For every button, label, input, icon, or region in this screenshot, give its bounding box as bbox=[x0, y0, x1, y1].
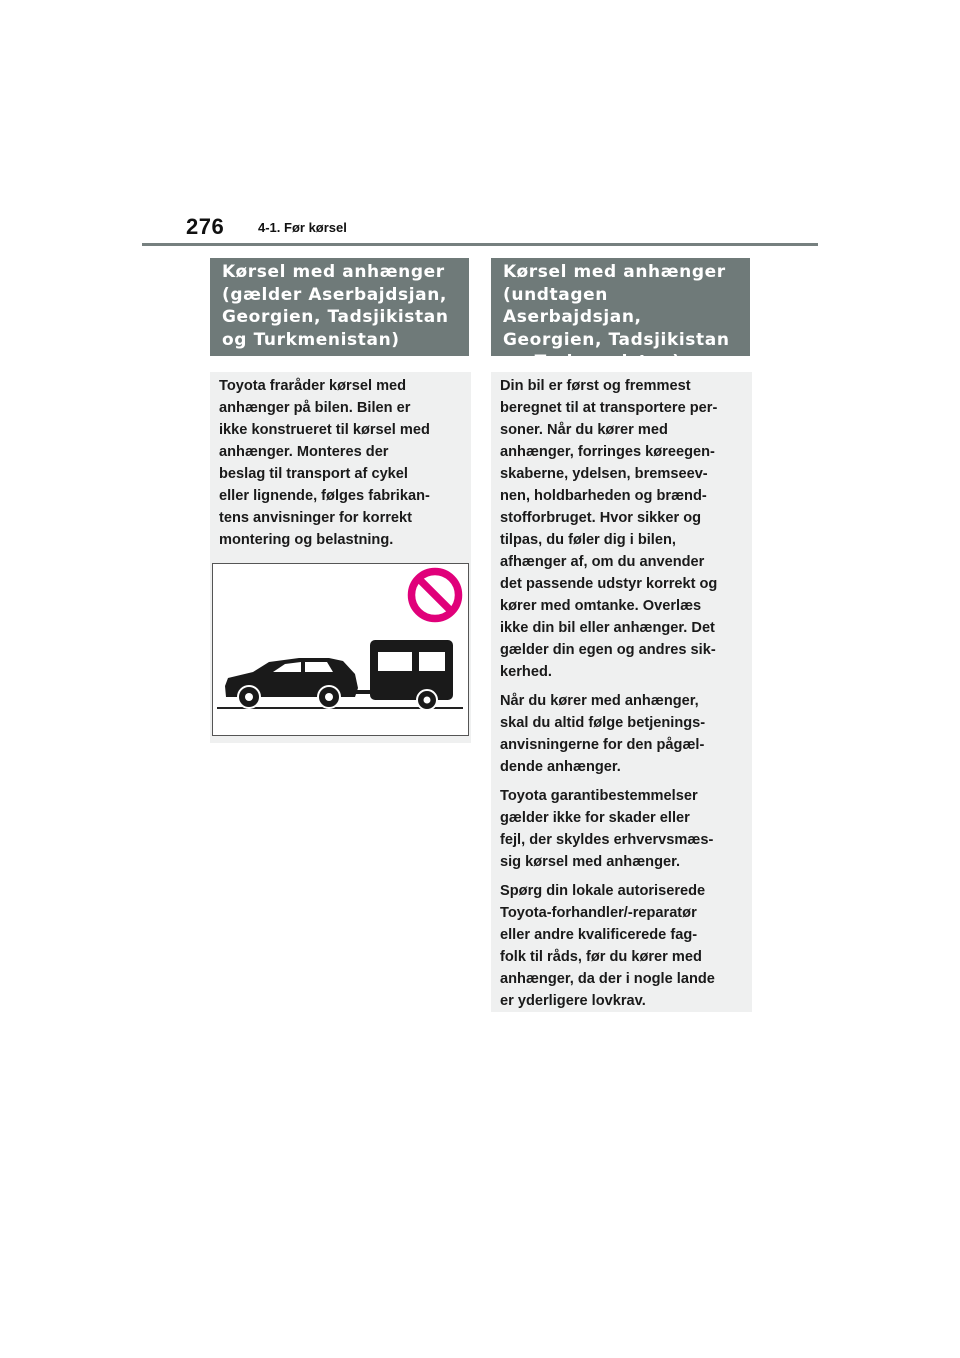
text-line: ikke din bil eller anhænger. Det bbox=[500, 620, 715, 636]
heading-line: Kørsel med anhænger bbox=[222, 262, 445, 282]
heading-line: og Turkmenistan) bbox=[222, 329, 400, 350]
text-line: anhænger. Monteres der bbox=[219, 444, 389, 460]
heading-line: (undtagen Aserbajdsjan, bbox=[503, 284, 642, 327]
text-line: skaberne, ydelsen, bremseev- bbox=[500, 466, 708, 482]
text-line: fejl, der skyldes erhvervsmæs- bbox=[500, 832, 714, 848]
heading-line: Kørsel med anhænger bbox=[503, 262, 726, 282]
text-line: eller andre kvalificerede fag- bbox=[500, 927, 698, 943]
right-heading bbox=[491, 258, 750, 372]
text-line: afhænger af, om du anvender bbox=[500, 554, 705, 570]
body-paragraph bbox=[500, 375, 744, 683]
text-line: Toyota-forhandler/-reparatør bbox=[500, 905, 697, 921]
heading-line: og Turkmenistan) bbox=[503, 352, 681, 372]
text-line: skal du altid følge betjenings- bbox=[500, 715, 706, 731]
text-line: sig kørsel med anhænger. bbox=[500, 854, 681, 870]
text-line: ikke konstrueret til kørsel med bbox=[219, 422, 430, 438]
text-line: dende anhænger. bbox=[500, 759, 621, 775]
right-content-box bbox=[491, 372, 752, 1012]
text-line: anhænger, forringes køreegen- bbox=[500, 444, 715, 460]
heading-line: Georgien, Tadsjikistan bbox=[503, 329, 730, 350]
text-line: gælder din egen og andres sik- bbox=[500, 642, 716, 658]
text-line: anvisningerne for den pågæl- bbox=[500, 737, 705, 753]
heading-line: (gælder Aserbajdsjan, bbox=[222, 284, 447, 305]
text-line: Toyota fraråder kørsel med bbox=[219, 378, 407, 394]
body-paragraph bbox=[500, 785, 744, 873]
body-paragraph bbox=[219, 375, 463, 551]
text-line: tens anvisninger for korrekt bbox=[219, 510, 413, 526]
text-line: kerhed. bbox=[500, 664, 552, 680]
text-line: Når du kører med anhænger, bbox=[500, 693, 699, 709]
body-paragraph bbox=[500, 880, 744, 1012]
text-line: soner. Når du kører med bbox=[500, 422, 668, 438]
text-line: beslag til transport af cykel bbox=[219, 466, 408, 482]
text-line: beregnet til at transportere per- bbox=[500, 400, 718, 416]
text-line: nen, holdbarheden og brænd- bbox=[500, 488, 707, 504]
text-line: tilpas, du føler dig i bilen, bbox=[500, 532, 676, 548]
text-line: er yderligere lovkrav. bbox=[500, 993, 646, 1009]
text-line: anhænger på bilen. Bilen er bbox=[219, 400, 411, 416]
left-heading bbox=[210, 258, 469, 356]
page-number: 276 bbox=[186, 214, 225, 239]
text-line: Din bil er først og fremmest bbox=[500, 378, 691, 394]
text-line: kører med omtanke. Overlæs bbox=[500, 598, 702, 614]
text-line: stofforbruget. Hvor sikker og bbox=[500, 510, 702, 526]
body-paragraph bbox=[500, 690, 744, 778]
text-line: folk til råds, før du kører med bbox=[500, 949, 702, 965]
text-line: montering og belastning. bbox=[219, 532, 394, 548]
text-line: Toyota garantibestemmelser bbox=[500, 788, 698, 804]
heading-line: Georgien, Tadsjikistan bbox=[222, 307, 449, 327]
section-reference: 4-1. Før kørsel bbox=[258, 220, 347, 235]
trailer-icon bbox=[370, 640, 453, 710]
header-rule bbox=[142, 243, 818, 246]
car-icon bbox=[225, 658, 358, 708]
prohibition-icon bbox=[412, 572, 459, 619]
text-line: gælder ikke for skader eller bbox=[500, 810, 690, 826]
text-line: Spørg din lokale autoriserede bbox=[500, 883, 706, 899]
text-line: det passende udstyr korrekt og bbox=[500, 576, 718, 592]
towing-illustration bbox=[212, 563, 469, 736]
text-line: anhænger, da der i nogle lande bbox=[500, 971, 715, 987]
text-line: eller lignende, følges fabrikan- bbox=[219, 488, 430, 504]
